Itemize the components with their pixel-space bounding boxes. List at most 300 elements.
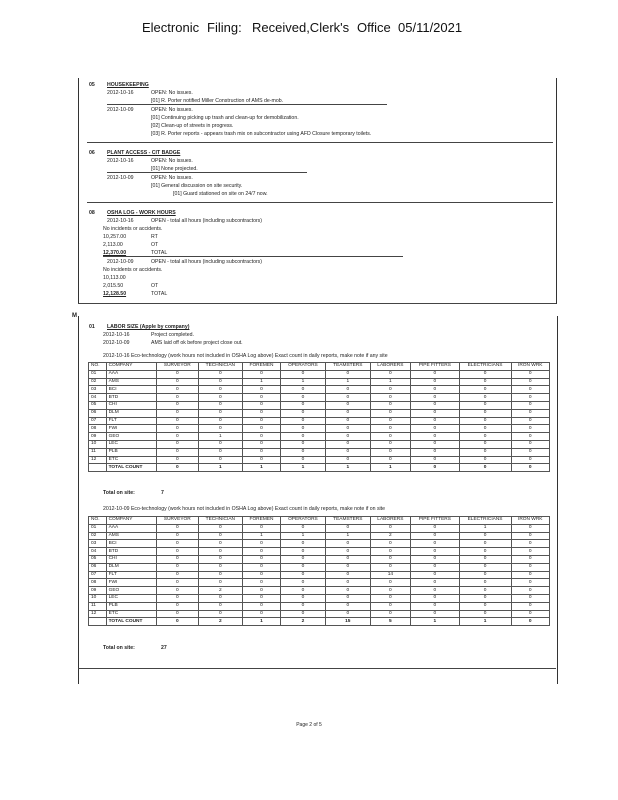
section-title: OSHA LOG - WORK HOURS: [107, 210, 176, 216]
col-header: OPERATORS: [280, 363, 325, 371]
table-cell: 0: [280, 610, 325, 618]
hours-total: 12,370.00: [103, 250, 127, 256]
table-cell: ETC: [106, 456, 157, 464]
table-cell: 0: [370, 540, 411, 548]
table-row: [89, 548, 550, 556]
total-value: 7: [161, 490, 164, 496]
table-cell: 0: [370, 417, 411, 425]
col-header: LABORERS: [370, 363, 411, 371]
table-cell: 0: [411, 532, 459, 540]
table-cell: 0: [157, 555, 198, 563]
entry-status: OPEN: No issues.: [151, 158, 193, 164]
table-cell: CHI: [106, 401, 157, 409]
table-cell: 0: [511, 532, 549, 540]
table-cell: 1: [411, 618, 459, 626]
table-cell: 0: [459, 571, 511, 579]
table-cell: 0: [280, 401, 325, 409]
table-cell: 0: [280, 548, 325, 556]
table-cell: 0: [370, 524, 411, 532]
table-row: [89, 448, 550, 456]
table-cell: [89, 618, 107, 626]
table-cell: 0: [411, 401, 459, 409]
table-cell: 0: [411, 548, 459, 556]
col-header: TECHNICIAN: [198, 517, 243, 525]
table-cell: 0: [511, 555, 549, 563]
entry-line: [01] None projected.: [151, 166, 198, 172]
table-cell: 10: [89, 594, 107, 602]
table-cell: 2: [198, 587, 243, 595]
entry-line: [01] Continuing picking up trash and clean-up for demobilization.: [151, 115, 299, 121]
table-cell: 11: [89, 602, 107, 610]
entry-status: OPEN: No issues.: [151, 90, 193, 96]
table-cell: 0: [243, 555, 281, 563]
hours-value: 2,113.00: [103, 242, 123, 248]
table-cell: 0: [157, 394, 198, 402]
table-cell: AMS: [106, 532, 157, 540]
table-cell: DLM: [106, 409, 157, 417]
table-cell: 0: [198, 524, 243, 532]
section-divider: [87, 142, 553, 143]
entry-line: Project completed.: [151, 332, 194, 338]
table-cell: 0: [511, 563, 549, 571]
table-cell: 0: [459, 532, 511, 540]
table-cell: 0: [459, 594, 511, 602]
col-header: OPERATORS: [280, 517, 325, 525]
entry-note: No incidents or accidents.: [103, 226, 163, 232]
table-cell: 0: [243, 440, 281, 448]
table-cell: 0: [198, 378, 243, 386]
entry-status: OPEN: No issues.: [151, 107, 193, 113]
table-cell: 0: [157, 618, 198, 626]
table-cell: 0: [198, 602, 243, 610]
table-cell: FWI: [106, 425, 157, 433]
section-title: HOUSEKEEPING: [107, 82, 149, 88]
table-cell: 0: [411, 555, 459, 563]
table-cell: 0: [157, 587, 198, 595]
table-cell: BCI: [106, 540, 157, 548]
table-cell: 10: [89, 440, 107, 448]
table-cell: PLB: [106, 602, 157, 610]
table-cell: AAA: [106, 524, 157, 532]
table-cell: 0: [370, 548, 411, 556]
table-cell: 0: [411, 456, 459, 464]
table-cell: 0: [411, 394, 459, 402]
table-cell: 0: [325, 563, 370, 571]
table-cell: 0: [157, 540, 198, 548]
table-cell: 0: [411, 417, 459, 425]
table-cell: 06: [89, 563, 107, 571]
section-title: LABOR SIZE (Apple by company): [107, 324, 190, 330]
table-cell: FWI: [106, 579, 157, 587]
table-cell: 0: [243, 524, 281, 532]
table-cell: 0: [325, 440, 370, 448]
table-cell: AMS: [106, 378, 157, 386]
table-cell: 0: [198, 540, 243, 548]
table-cell: 06: [89, 409, 107, 417]
table-cell: 0: [157, 579, 198, 587]
hours-type: TOTAL: [151, 250, 168, 256]
table-cell: 0: [198, 401, 243, 409]
hours-total: 12,128.50: [103, 291, 127, 297]
table-cell: 02: [89, 532, 107, 540]
table-cell: 0: [325, 370, 370, 378]
entry-status: OPEN - total all hours (including subcontractors): [151, 218, 263, 224]
table-row: [89, 602, 550, 610]
table-cell: 0: [157, 602, 198, 610]
table-cell: 0: [243, 456, 281, 464]
table-cell: 07: [89, 571, 107, 579]
table-header-row: [89, 517, 550, 525]
table-cell: 0: [511, 464, 549, 472]
col-header: ELECTRICIANS: [459, 517, 511, 525]
table-cell: 04: [89, 394, 107, 402]
table-cell: 0: [459, 378, 511, 386]
table-cell: 0: [198, 563, 243, 571]
table-row: [89, 532, 550, 540]
table-cell: 0: [157, 401, 198, 409]
hours-type: OT: [151, 283, 159, 289]
entry-line: [03] R. Porter reports - appears trash mix on subcontractor using AFD Closure temporary toilets.: [151, 131, 372, 137]
table-cell: 0: [157, 571, 198, 579]
entry-date: 2012-10-16: [103, 332, 130, 338]
table-cell: 0: [243, 417, 281, 425]
table-cell: 0: [280, 425, 325, 433]
labor-table-2: [88, 516, 550, 626]
table-cell: 0: [459, 409, 511, 417]
col-header: SURVEYOR: [157, 363, 198, 371]
table-cell: TOTAL COUNT: [106, 464, 157, 472]
table-cell: 05: [89, 555, 107, 563]
table-cell: 0: [157, 524, 198, 532]
col-header: TEAMSTERS: [325, 363, 370, 371]
table-row: [89, 378, 550, 386]
total-count-row: [89, 618, 550, 626]
table-cell: 0: [280, 440, 325, 448]
table-cell: 0: [459, 433, 511, 441]
table-row: [89, 587, 550, 595]
table-cell: 0: [511, 524, 549, 532]
labor-table-1: [88, 362, 550, 472]
table-cell: 1: [243, 378, 281, 386]
table-cell: 0: [243, 610, 281, 618]
col-header: SURVEYOR: [157, 517, 198, 525]
table-cell: 0: [370, 563, 411, 571]
table-row: [89, 394, 550, 402]
table-cell: 0: [511, 610, 549, 618]
table-cell: 0: [511, 378, 549, 386]
table-cell: 0: [411, 540, 459, 548]
table-cell: 0: [511, 409, 549, 417]
table-cell: 0: [325, 433, 370, 441]
table-cell: 0: [459, 464, 511, 472]
table-cell: 0: [370, 602, 411, 610]
table-cell: 0: [411, 440, 459, 448]
table-cell: 0: [243, 448, 281, 456]
table-cell: 0: [511, 579, 549, 587]
table-cell: 0: [243, 394, 281, 402]
table-cell: 0: [459, 417, 511, 425]
table-cell: AAA: [106, 370, 157, 378]
table-cell: 0: [157, 425, 198, 433]
table-cell: 0: [511, 456, 549, 464]
col-header: IRON WRK: [511, 363, 549, 371]
table-cell: 0: [325, 448, 370, 456]
table-cell: 0: [198, 555, 243, 563]
table-cell: 0: [243, 433, 281, 441]
entry-line: AMS laid off ok before project close out.: [151, 340, 243, 346]
table-cell: 0: [280, 587, 325, 595]
table-row: [89, 610, 550, 618]
table-cell: 0: [459, 579, 511, 587]
table-cell: 0: [370, 594, 411, 602]
table-cell: 0: [280, 579, 325, 587]
table-cell: 0: [280, 448, 325, 456]
table-cell: 0: [157, 456, 198, 464]
table-cell: 12: [89, 456, 107, 464]
section-number: 05: [89, 82, 95, 88]
hours-type: RT: [151, 234, 158, 240]
table-cell: 0: [459, 610, 511, 618]
box-bottom: [78, 303, 556, 304]
table-cell: 0: [280, 563, 325, 571]
table-caption: 2012-10-09 Eco-technology (work hours not included in OSHA Log above) Exact count in daily reports, make note if on site: [103, 506, 386, 512]
table-cell: 0: [325, 386, 370, 394]
table-cell: 09: [89, 433, 107, 441]
table-cell: 0: [411, 464, 459, 472]
table-cell: 14: [370, 571, 411, 579]
hours-value: 10,257.00: [103, 234, 127, 240]
divider: [103, 256, 403, 257]
hours-value: 10,113.00: [103, 275, 126, 281]
col-header: FOREMEN: [243, 517, 281, 525]
table-cell: 0: [411, 610, 459, 618]
table-row: [89, 440, 550, 448]
table-cell: 04: [89, 548, 107, 556]
table-cell: 0: [370, 456, 411, 464]
col-header: NO.: [89, 517, 107, 525]
table-cell: 0: [325, 579, 370, 587]
table-cell: 0: [459, 440, 511, 448]
table-row: [89, 571, 550, 579]
table-cell: 1: [198, 433, 243, 441]
table-cell: 0: [280, 433, 325, 441]
table-cell: 07: [89, 417, 107, 425]
table-cell: 0: [243, 386, 281, 394]
table-row: [89, 540, 550, 548]
table-row: [89, 417, 550, 425]
table-cell: 0: [157, 417, 198, 425]
table-cell: 0: [459, 587, 511, 595]
table-cell: 1: [370, 464, 411, 472]
table-cell: 0: [370, 587, 411, 595]
table-cell: 0: [459, 548, 511, 556]
table-cell: 0: [243, 594, 281, 602]
table-cell: 1: [243, 464, 281, 472]
table-cell: 0: [325, 594, 370, 602]
table-cell: 0: [325, 602, 370, 610]
table-cell: 0: [157, 370, 198, 378]
table-cell: 0: [325, 555, 370, 563]
col-header: ELECTRICIANS: [459, 363, 511, 371]
table-cell: 11: [89, 448, 107, 456]
table-cell: 0: [280, 524, 325, 532]
table-cell: 0: [511, 587, 549, 595]
entry-line: [01] Guard stationed on site on 24/7 now.: [173, 191, 268, 197]
table-cell: 0: [243, 401, 281, 409]
table-cell: 1: [325, 464, 370, 472]
table-cell: 0: [411, 524, 459, 532]
table-cell: 0: [411, 378, 459, 386]
table-row: [89, 555, 550, 563]
table-cell: LEC: [106, 440, 157, 448]
table-cell: 0: [411, 448, 459, 456]
table-cell: 0: [370, 370, 411, 378]
table-cell: 0: [411, 386, 459, 394]
table-cell: 1: [280, 378, 325, 386]
table-row: [89, 524, 550, 532]
entry-date: 2012-10-16: [107, 158, 134, 164]
table-cell: 0: [325, 571, 370, 579]
entry-status: OPEN - total all hours (including subcontractors): [151, 259, 263, 265]
table-cell: 1: [198, 464, 243, 472]
frame-left-upper: [78, 78, 79, 304]
table-cell: 0: [280, 540, 325, 548]
table-caption: 2012-10-16 Eco-technology (work hours not included in OSHA Log above) Exact count in daily reports, make note if any site: [103, 353, 388, 359]
hours-type: TOTAL: [151, 291, 168, 297]
corner-mark: M: [72, 313, 77, 319]
table-cell: 0: [198, 394, 243, 402]
hours-value: 2,015.50: [103, 283, 124, 289]
table-cell: 0: [280, 456, 325, 464]
table-cell: 0: [411, 594, 459, 602]
stamp-filing: Filing:: [207, 20, 242, 35]
table-cell: 0: [157, 433, 198, 441]
table-cell: 0: [198, 456, 243, 464]
table-cell: 0: [325, 394, 370, 402]
table-cell: 2: [198, 618, 243, 626]
table-cell: FLT: [106, 571, 157, 579]
table-cell: 03: [89, 540, 107, 548]
table-cell: 0: [243, 370, 281, 378]
table-header-row: [89, 363, 550, 371]
section-title: PLANT ACCESS - CIT BADGE: [107, 150, 181, 156]
table-cell: 0: [198, 532, 243, 540]
table-cell: 2: [370, 532, 411, 540]
table-cell: 0: [198, 610, 243, 618]
table-cell: 01: [89, 370, 107, 378]
table-cell: 0: [198, 425, 243, 433]
table-cell: 0: [243, 587, 281, 595]
entry-date: 2012-10-16: [107, 90, 134, 96]
table-cell: 0: [411, 587, 459, 595]
table-cell: 0: [459, 386, 511, 394]
stamp-date: 05/11/2021: [398, 20, 463, 35]
table-cell: LEC: [106, 594, 157, 602]
table-cell: 0: [157, 409, 198, 417]
entry-line: [01] General discussion on site security.: [151, 183, 243, 189]
table-cell: [89, 464, 107, 472]
table-cell: 0: [325, 425, 370, 433]
table-cell: 0: [511, 394, 549, 402]
table-cell: 0: [325, 587, 370, 595]
table-cell: 0: [280, 409, 325, 417]
total-label: Total on site:: [103, 490, 135, 496]
table-cell: 0: [157, 378, 198, 386]
col-header: COMPANY: [106, 517, 157, 525]
table-cell: 0: [243, 409, 281, 417]
table-cell: 2: [280, 618, 325, 626]
table-row: [89, 386, 550, 394]
table-cell: 1: [325, 532, 370, 540]
table-cell: FLT: [106, 417, 157, 425]
table-cell: 0: [370, 401, 411, 409]
table-cell: 03: [89, 386, 107, 394]
table-cell: 0: [511, 602, 549, 610]
section-number: 08: [89, 210, 95, 216]
table-cell: 0: [157, 548, 198, 556]
table-cell: 0: [370, 610, 411, 618]
table-cell: 0: [511, 540, 549, 548]
table-cell: 0: [157, 440, 198, 448]
table-cell: 0: [157, 594, 198, 602]
table-cell: 0: [459, 555, 511, 563]
table-cell: 0: [370, 440, 411, 448]
table-cell: 0: [157, 610, 198, 618]
table-cell: 0: [411, 602, 459, 610]
table-cell: BCI: [106, 386, 157, 394]
stamp-electronic: Electronic: [142, 20, 200, 35]
col-header: TECHNICIAN: [198, 363, 243, 371]
table-cell: DLM: [106, 563, 157, 571]
table-cell: 0: [370, 394, 411, 402]
table-row: [89, 425, 550, 433]
table-cell: 0: [459, 370, 511, 378]
table-cell: 0: [459, 401, 511, 409]
table-cell: TOTAL COUNT: [106, 618, 157, 626]
table-cell: 1: [280, 532, 325, 540]
table-cell: 0: [243, 548, 281, 556]
table-cell: 0: [370, 579, 411, 587]
table-row: [89, 456, 550, 464]
table-cell: 0: [198, 370, 243, 378]
table-cell: 1: [243, 532, 281, 540]
table-cell: 1: [459, 524, 511, 532]
table-cell: 0: [280, 386, 325, 394]
table-cell: 0: [511, 370, 549, 378]
section-number: 01: [89, 324, 95, 330]
table-cell: 0: [511, 440, 549, 448]
table-cell: 08: [89, 579, 107, 587]
box-bottom: [78, 668, 556, 669]
total-count-row: [89, 464, 550, 472]
table-cell: 01: [89, 524, 107, 532]
table-cell: 0: [198, 571, 243, 579]
table-cell: 0: [280, 555, 325, 563]
stamp-received: Received,Clerk's: [252, 20, 350, 35]
table-row: [89, 594, 550, 602]
table-cell: 0: [243, 579, 281, 587]
table-cell: 1: [280, 464, 325, 472]
table-cell: 0: [511, 386, 549, 394]
table-cell: 5: [370, 618, 411, 626]
col-header: IRON WRK: [511, 517, 549, 525]
table-cell: 0: [198, 417, 243, 425]
table-cell: 0: [411, 563, 459, 571]
table-cell: 12: [89, 610, 107, 618]
table-cell: 0: [325, 401, 370, 409]
section-number: 06: [89, 150, 95, 156]
table-cell: 1: [370, 378, 411, 386]
